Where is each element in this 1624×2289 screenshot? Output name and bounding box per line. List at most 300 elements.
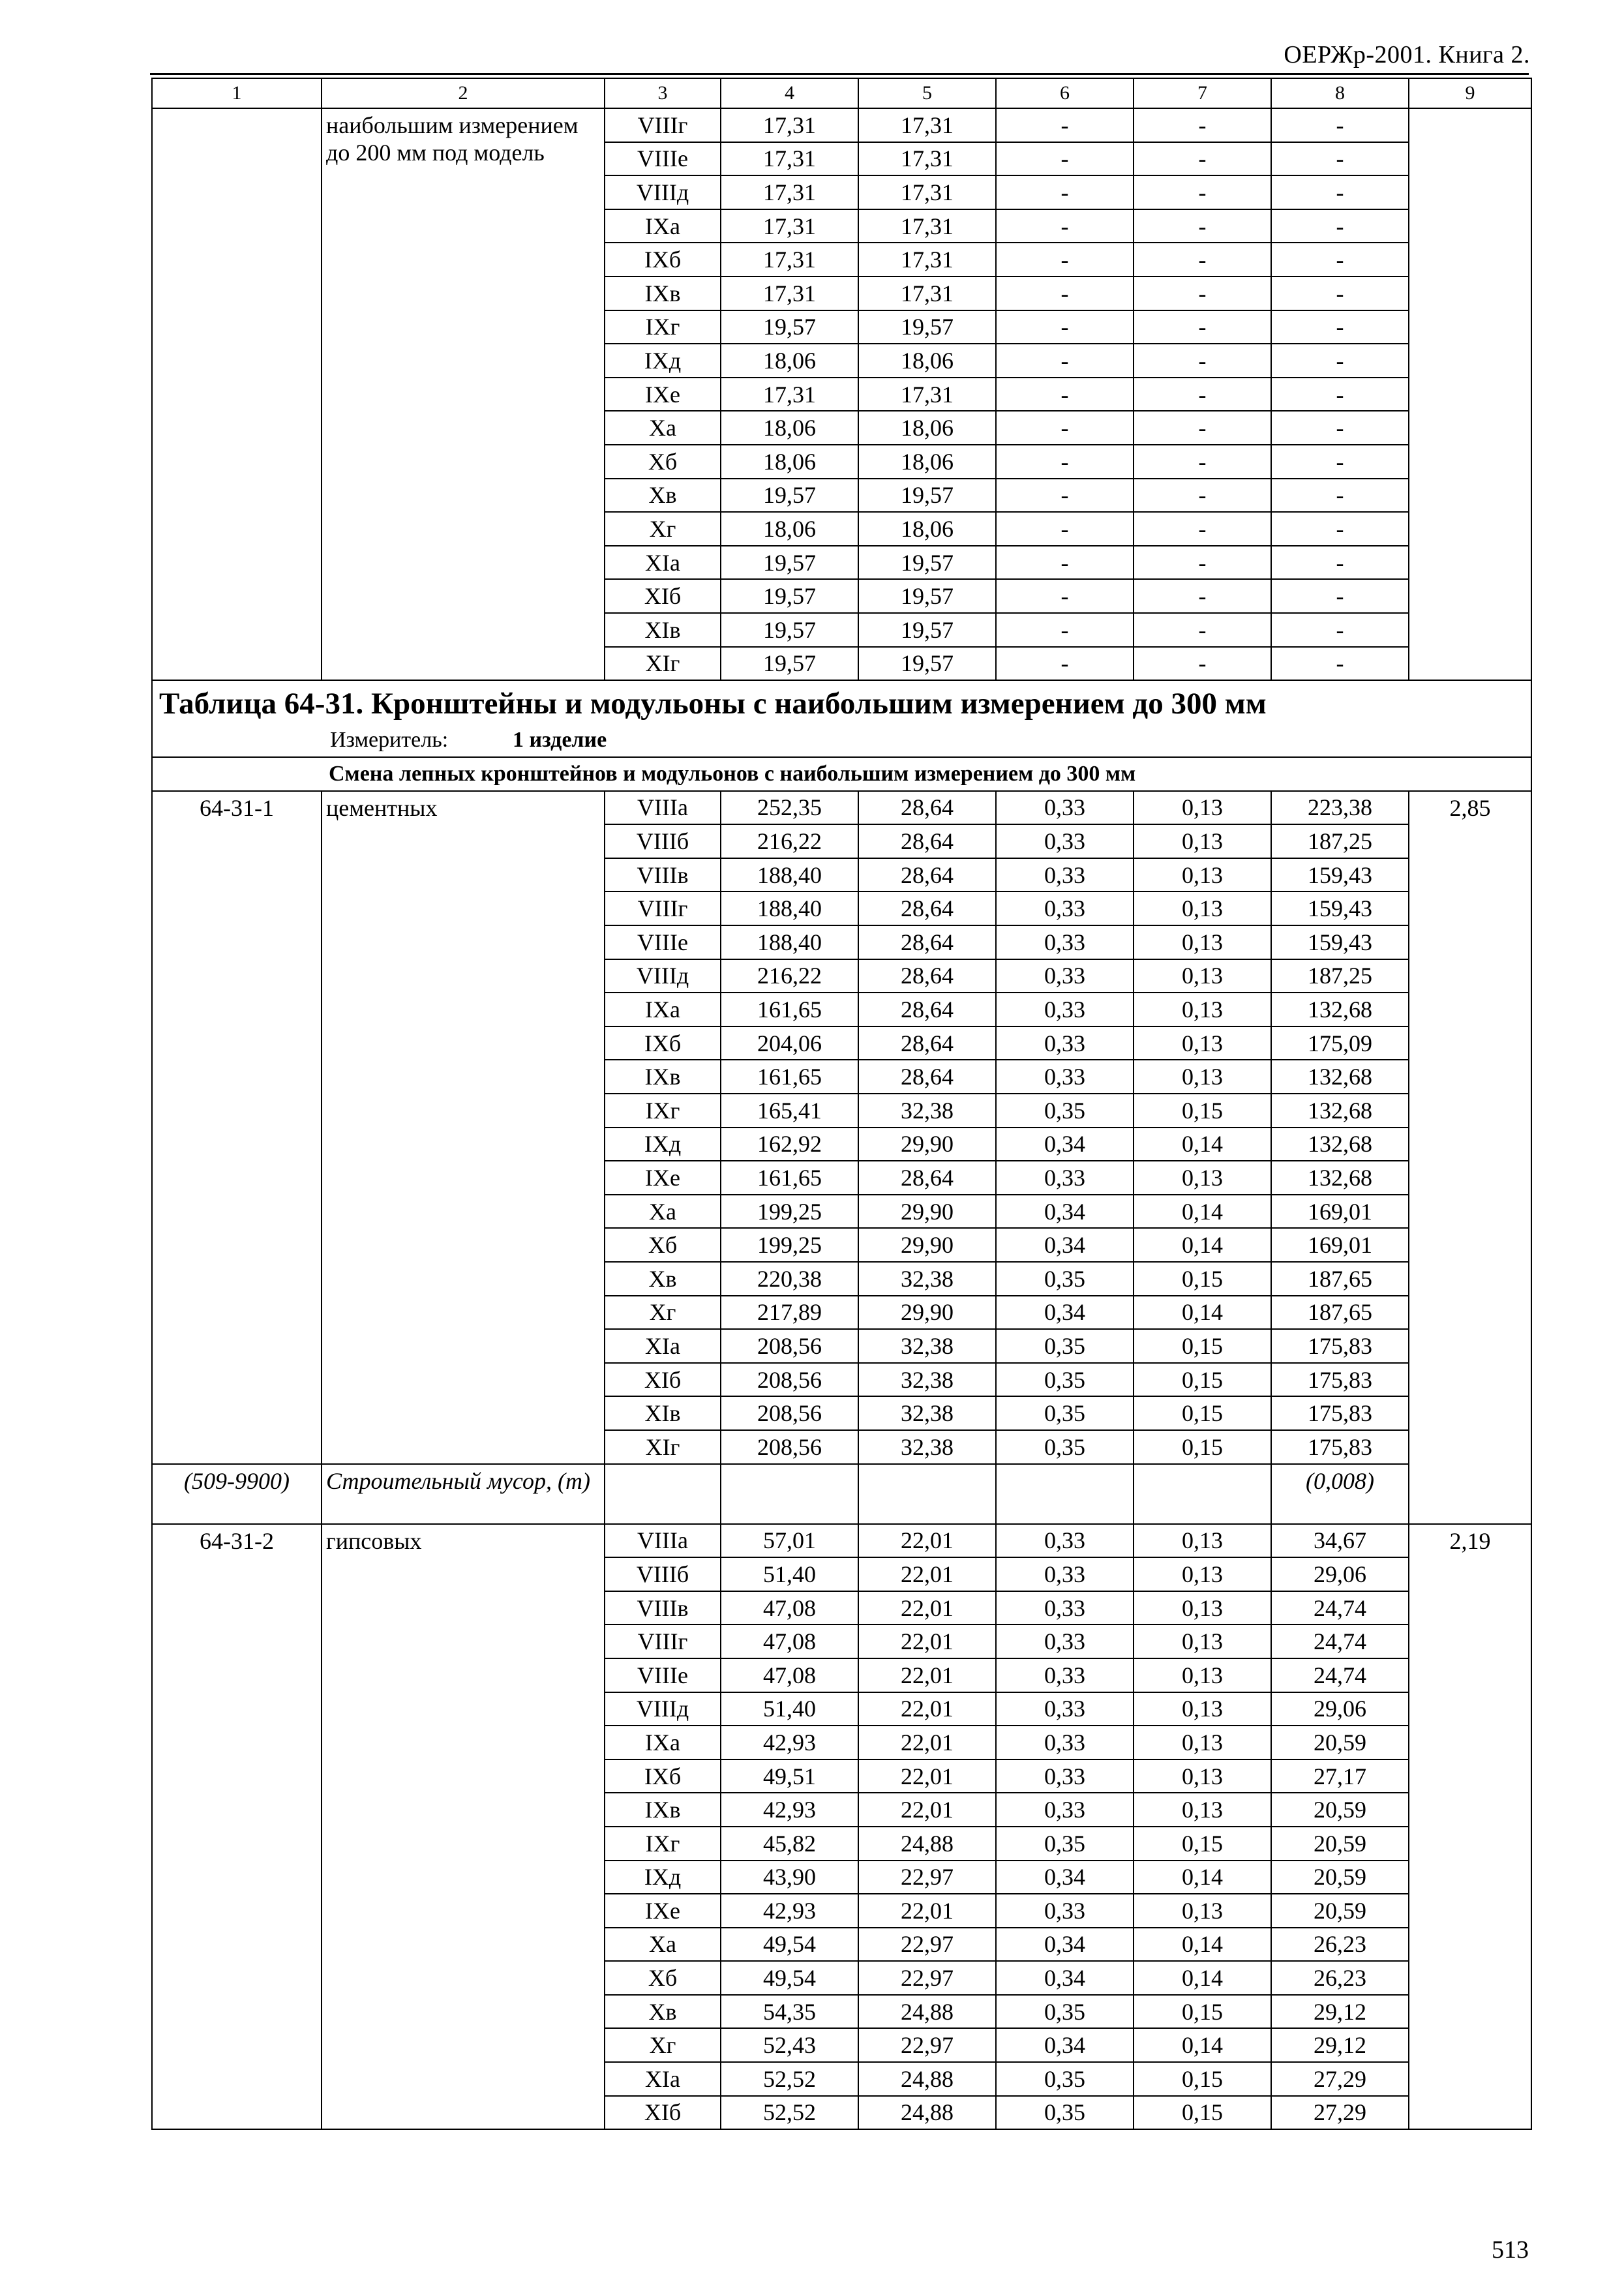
value-cell: 18,06 <box>858 445 996 479</box>
column-number: 5 <box>858 78 996 108</box>
description-cell: наибольшим измерением до 200 мм под модель <box>322 108 605 680</box>
value-cell: - <box>996 479 1134 513</box>
value-cell: 19,57 <box>721 479 858 513</box>
value-cell: 216,22 <box>721 959 858 993</box>
item-name: цементных <box>322 791 605 1464</box>
zone-cell: XIа <box>605 2062 721 2096</box>
value-cell: 0,15 <box>1134 1329 1271 1363</box>
value-cell: 19,57 <box>858 579 996 613</box>
value-cell: 208,56 <box>721 1329 858 1363</box>
value-cell: 159,43 <box>1271 925 1409 959</box>
table-title-row <box>152 680 1531 757</box>
value-cell: 17,31 <box>721 209 858 243</box>
item-col9: 2,19 <box>1409 1524 1531 2130</box>
value-cell: 252,35 <box>721 791 858 825</box>
value-cell: 17,31 <box>858 108 996 142</box>
value-cell: 0,35 <box>996 1329 1134 1363</box>
value-cell: 0,35 <box>996 1995 1134 2029</box>
value-cell: 17,31 <box>721 175 858 209</box>
value-cell: - <box>1134 175 1271 209</box>
value-cell: 0,13 <box>1134 858 1271 892</box>
zone-cell: XIа <box>605 1329 721 1363</box>
value-cell: - <box>1271 479 1409 513</box>
value-cell: 0,13 <box>1134 1793 1271 1827</box>
table-subtitle: Смена лепных кронштейнов и модульонов с наибольшим измерением до 300 мм <box>152 757 1531 791</box>
value-cell: 29,12 <box>1271 1995 1409 2029</box>
zone-cell: XIв <box>605 613 721 647</box>
debris-code: (509-9900) <box>152 1464 322 1524</box>
value-cell: 0,35 <box>996 1430 1134 1464</box>
zone-cell: VIIIе <box>605 925 721 959</box>
code-cell <box>152 108 322 680</box>
value-cell: 28,64 <box>858 791 996 825</box>
zone-cell: IXв <box>605 1793 721 1827</box>
value-cell: 187,65 <box>1271 1262 1409 1296</box>
value-cell: 0,15 <box>1134 1363 1271 1397</box>
value-cell: 32,38 <box>858 1363 996 1397</box>
value-cell: 32,38 <box>858 1430 996 1464</box>
table-row <box>152 791 1531 825</box>
value-cell: 0,34 <box>996 1195 1134 1229</box>
value-cell: 0,14 <box>1134 1296 1271 1330</box>
value-cell: 0,33 <box>996 1726 1134 1759</box>
value-cell: 22,01 <box>858 1793 996 1827</box>
value-cell: 0,13 <box>1134 1557 1271 1591</box>
empty-cell <box>858 1464 996 1524</box>
value-cell: 28,64 <box>858 1026 996 1060</box>
value-cell: 45,82 <box>721 1827 858 1861</box>
value-cell: 29,90 <box>858 1228 996 1262</box>
value-cell: 175,83 <box>1271 1430 1409 1464</box>
value-cell: 0,34 <box>996 2028 1134 2062</box>
value-cell: 19,57 <box>721 310 858 344</box>
value-cell: 188,40 <box>721 925 858 959</box>
measure-line <box>330 728 1524 753</box>
zone-cell: VIIIб <box>605 1557 721 1591</box>
value-cell: - <box>1271 175 1409 209</box>
value-cell: 32,38 <box>858 1329 996 1363</box>
value-cell: 0,15 <box>1134 1094 1271 1128</box>
value-cell: 0,13 <box>1134 1060 1271 1094</box>
value-cell: 26,23 <box>1271 1928 1409 1962</box>
value-cell: 19,57 <box>721 613 858 647</box>
table-title-cell <box>152 680 1531 757</box>
value-cell: 220,38 <box>721 1262 858 1296</box>
zone-cell: Xв <box>605 479 721 513</box>
value-cell: 18,06 <box>858 512 996 546</box>
value-cell: 0,13 <box>1134 1026 1271 1060</box>
value-cell: 28,64 <box>858 891 996 925</box>
zone-cell: IXг <box>605 310 721 344</box>
value-cell: - <box>1134 108 1271 142</box>
debris-row <box>152 1464 1531 1524</box>
value-cell: - <box>1134 479 1271 513</box>
zone-cell: Xа <box>605 1928 721 1962</box>
column-number: 9 <box>1409 78 1531 108</box>
value-cell: 28,64 <box>858 959 996 993</box>
zone-cell: XIв <box>605 1396 721 1430</box>
measure-value: 1 изделие <box>513 728 607 753</box>
value-cell: 29,90 <box>858 1195 996 1229</box>
value-cell: 0,35 <box>996 2062 1134 2096</box>
value-cell: 0,14 <box>1134 1961 1271 1995</box>
value-cell: - <box>1134 546 1271 580</box>
value-cell: - <box>1134 512 1271 546</box>
value-cell: 0,15 <box>1134 1995 1271 2029</box>
value-cell: 47,08 <box>721 1624 858 1658</box>
zone-cell: VIIIд <box>605 175 721 209</box>
value-cell: 28,64 <box>858 925 996 959</box>
value-cell: 0,15 <box>1134 2062 1271 2096</box>
value-cell: - <box>1271 512 1409 546</box>
value-cell: 0,13 <box>1134 1591 1271 1625</box>
zone-cell: VIIIе <box>605 1658 721 1692</box>
zone-cell: Xб <box>605 445 721 479</box>
zone-cell: IXб <box>605 243 721 277</box>
value-cell: 17,31 <box>858 243 996 277</box>
value-cell: - <box>1134 378 1271 411</box>
value-cell: 208,56 <box>721 1430 858 1464</box>
value-cell: 18,06 <box>721 344 858 378</box>
value-cell: 0,33 <box>996 824 1134 858</box>
item-code: 64-31-2 <box>152 1524 322 2130</box>
value-cell: 0,35 <box>996 2096 1134 2130</box>
value-cell: 29,06 <box>1271 1557 1409 1591</box>
value-cell: 0,13 <box>1134 993 1271 1026</box>
value-cell: 0,33 <box>996 925 1134 959</box>
column-number: 8 <box>1271 78 1409 108</box>
value-cell: 22,97 <box>858 1861 996 1894</box>
value-cell: 20,59 <box>1271 1726 1409 1759</box>
value-cell: 26,23 <box>1271 1961 1409 1995</box>
value-cell: 42,93 <box>721 1793 858 1827</box>
value-cell: 199,25 <box>721 1228 858 1262</box>
item-code: 64-31-1 <box>152 791 322 1464</box>
measure-label: Измеритель: <box>330 728 449 753</box>
zone-cell: VIIIд <box>605 959 721 993</box>
value-cell: 223,38 <box>1271 791 1409 825</box>
value-cell: - <box>1134 310 1271 344</box>
value-cell: 217,89 <box>721 1296 858 1330</box>
value-cell: 19,57 <box>858 546 996 580</box>
value-cell: 24,88 <box>858 2062 996 2096</box>
rates-table <box>151 78 1532 2130</box>
value-cell: 0,13 <box>1134 1658 1271 1692</box>
value-cell: 17,31 <box>858 378 996 411</box>
value-cell: 0,14 <box>1134 1228 1271 1262</box>
column-number: 2 <box>322 78 605 108</box>
value-cell: 0,13 <box>1134 959 1271 993</box>
zone-cell: XIг <box>605 647 721 681</box>
value-cell: 17,31 <box>721 378 858 411</box>
value-cell: 19,57 <box>721 579 858 613</box>
value-cell: 132,68 <box>1271 1128 1409 1161</box>
zone-cell: VIIIе <box>605 142 721 176</box>
zone-cell: Xг <box>605 2028 721 2062</box>
value-cell: - <box>1134 411 1271 445</box>
value-cell: 0,33 <box>996 1759 1134 1793</box>
value-cell: 204,06 <box>721 1026 858 1060</box>
value-cell: 22,97 <box>858 1961 996 1995</box>
zone-cell: XIг <box>605 1430 721 1464</box>
zone-cell: VIIIв <box>605 1591 721 1625</box>
value-cell: 0,13 <box>1134 1524 1271 1558</box>
value-cell: - <box>1271 613 1409 647</box>
value-cell: 0,33 <box>996 993 1134 1026</box>
item-name: гипсовых <box>322 1524 605 2130</box>
zone-cell: VIIIа <box>605 791 721 825</box>
zone-cell: Xб <box>605 1961 721 1995</box>
value-cell: 0,13 <box>1134 824 1271 858</box>
value-cell: 0,34 <box>996 1128 1134 1161</box>
value-cell: - <box>1271 411 1409 445</box>
value-cell: - <box>996 209 1134 243</box>
value-cell: - <box>996 445 1134 479</box>
column-number: 7 <box>1134 78 1271 108</box>
value-cell: - <box>1134 445 1271 479</box>
value-cell: - <box>1271 647 1409 681</box>
value-cell: 0,14 <box>1134 1861 1271 1894</box>
value-cell: 27,29 <box>1271 2062 1409 2096</box>
value-cell: 22,97 <box>858 1928 996 1962</box>
value-cell: 32,38 <box>858 1094 996 1128</box>
value-cell: 18,06 <box>858 344 996 378</box>
value-cell: 0,15 <box>1134 1396 1271 1430</box>
value-cell: 0,33 <box>996 1026 1134 1060</box>
running-header: ОЕРЖр-2001. Книга 2. <box>1284 41 1530 68</box>
value-cell: 0,15 <box>1134 1262 1271 1296</box>
value-cell: 175,83 <box>1271 1396 1409 1430</box>
value-cell: - <box>996 108 1134 142</box>
value-cell: 0,13 <box>1134 1894 1271 1928</box>
zone-cell: Xа <box>605 411 721 445</box>
value-cell: 51,40 <box>721 1692 858 1726</box>
value-cell: 0,33 <box>996 959 1134 993</box>
value-cell: 0,13 <box>1134 1692 1271 1726</box>
zone-cell: Xг <box>605 1296 721 1330</box>
zone-cell: IXв <box>605 277 721 310</box>
value-cell: 49,51 <box>721 1759 858 1793</box>
value-cell: 0,13 <box>1134 791 1271 825</box>
empty-cell <box>721 1464 858 1524</box>
header-rule <box>150 73 1529 75</box>
value-cell: 187,25 <box>1271 824 1409 858</box>
value-cell: 0,33 <box>996 791 1134 825</box>
zone-cell: Xв <box>605 1995 721 2029</box>
value-cell: 175,83 <box>1271 1363 1409 1397</box>
value-cell: 0,33 <box>996 1557 1134 1591</box>
value-cell: 51,40 <box>721 1557 858 1591</box>
table-row <box>152 1524 1531 1558</box>
value-cell: 0,34 <box>996 1961 1134 1995</box>
debris-name: Строительный мусор, (т) <box>322 1464 605 1524</box>
table-title: Таблица 64-31. Кронштейны и модульоны с наибольшим измерением до 300 мм <box>159 687 1267 721</box>
zone-cell: IXб <box>605 1026 721 1060</box>
value-cell: 22,97 <box>858 2028 996 2062</box>
value-cell: 0,33 <box>996 1161 1134 1195</box>
value-cell: - <box>996 175 1134 209</box>
value-cell: 0,14 <box>1134 1195 1271 1229</box>
value-cell: 47,08 <box>721 1658 858 1692</box>
value-cell: 0,34 <box>996 1296 1134 1330</box>
value-cell: 0,14 <box>1134 2028 1271 2062</box>
value-cell: 132,68 <box>1271 1094 1409 1128</box>
zone-cell: VIIIг <box>605 108 721 142</box>
value-cell: - <box>1134 613 1271 647</box>
value-cell: 199,25 <box>721 1195 858 1229</box>
value-cell: 28,64 <box>858 824 996 858</box>
value-cell: 187,65 <box>1271 1296 1409 1330</box>
value-cell: 22,01 <box>858 1692 996 1726</box>
value-cell: 0,13 <box>1134 891 1271 925</box>
value-cell: 22,01 <box>858 1759 996 1793</box>
value-cell: 208,56 <box>721 1396 858 1430</box>
empty-cell <box>605 1464 721 1524</box>
zone-cell: IXд <box>605 344 721 378</box>
empty-cell <box>1134 1464 1271 1524</box>
value-cell: - <box>1271 378 1409 411</box>
value-cell: 0,13 <box>1134 1624 1271 1658</box>
value-cell: 0,35 <box>996 1262 1134 1296</box>
value-cell: 28,64 <box>858 1161 996 1195</box>
zone-cell: XIа <box>605 546 721 580</box>
value-cell: - <box>1134 647 1271 681</box>
value-cell: - <box>996 546 1134 580</box>
value-cell: 17,31 <box>858 175 996 209</box>
value-cell: 0,34 <box>996 1861 1134 1894</box>
value-cell: 159,43 <box>1271 891 1409 925</box>
value-cell: 20,59 <box>1271 1861 1409 1894</box>
value-cell: - <box>996 613 1134 647</box>
value-cell: 161,65 <box>721 1060 858 1094</box>
value-cell: 0,34 <box>996 1228 1134 1262</box>
value-cell: 24,88 <box>858 1827 996 1861</box>
value-cell: 19,57 <box>858 479 996 513</box>
value-cell: 27,29 <box>1271 2096 1409 2130</box>
item-col9: 2,85 <box>1409 791 1531 1524</box>
column-numbers-row <box>152 78 1531 108</box>
col9-cell <box>1409 108 1531 680</box>
value-cell: 0,33 <box>996 1894 1134 1928</box>
value-cell: 175,09 <box>1271 1026 1409 1060</box>
value-cell: 52,52 <box>721 2062 858 2096</box>
value-cell: 22,01 <box>858 1658 996 1692</box>
value-cell: 17,31 <box>721 277 858 310</box>
value-cell: 57,01 <box>721 1524 858 1558</box>
value-cell: 216,22 <box>721 824 858 858</box>
value-cell: 0,15 <box>1134 1827 1271 1861</box>
value-cell: 187,25 <box>1271 959 1409 993</box>
value-cell: - <box>1271 579 1409 613</box>
empty-cell <box>996 1464 1134 1524</box>
zone-cell: XIб <box>605 1363 721 1397</box>
value-cell: 29,12 <box>1271 2028 1409 2062</box>
value-cell: 18,06 <box>858 411 996 445</box>
value-cell: 0,33 <box>996 1793 1134 1827</box>
value-cell: - <box>996 512 1134 546</box>
value-cell: 132,68 <box>1271 993 1409 1026</box>
value-cell: 22,01 <box>858 1894 996 1928</box>
value-cell: - <box>1271 546 1409 580</box>
value-cell: 0,15 <box>1134 1430 1271 1464</box>
value-cell: 32,38 <box>858 1396 996 1430</box>
column-number: 3 <box>605 78 721 108</box>
zone-cell: IXв <box>605 1060 721 1094</box>
value-cell: 28,64 <box>858 993 996 1026</box>
value-cell: 20,59 <box>1271 1894 1409 1928</box>
value-cell: 20,59 <box>1271 1827 1409 1861</box>
value-cell: 24,74 <box>1271 1658 1409 1692</box>
zone-cell: IXе <box>605 1161 721 1195</box>
value-cell: 132,68 <box>1271 1161 1409 1195</box>
value-cell: 52,43 <box>721 2028 858 2062</box>
debris-value: (0,008) <box>1271 1464 1409 1524</box>
value-cell: 43,90 <box>721 1861 858 1894</box>
value-cell: 0,35 <box>996 1827 1134 1861</box>
value-cell: - <box>1134 243 1271 277</box>
value-cell: 29,06 <box>1271 1692 1409 1726</box>
value-cell: 175,83 <box>1271 1329 1409 1363</box>
value-cell: 161,65 <box>721 1161 858 1195</box>
zone-cell: XIб <box>605 2096 721 2130</box>
zone-cell: IXа <box>605 1726 721 1759</box>
value-cell: 188,40 <box>721 891 858 925</box>
column-number: 6 <box>996 78 1134 108</box>
value-cell: - <box>1134 209 1271 243</box>
value-cell: 0,34 <box>996 1928 1134 1962</box>
value-cell: - <box>1271 310 1409 344</box>
value-cell: - <box>1134 344 1271 378</box>
column-number: 1 <box>152 78 322 108</box>
value-cell: 20,59 <box>1271 1793 1409 1827</box>
value-cell: 18,06 <box>721 411 858 445</box>
page-number: 513 <box>1492 2236 1529 2264</box>
value-cell: 0,13 <box>1134 1726 1271 1759</box>
value-cell: 0,33 <box>996 1591 1134 1625</box>
value-cell: 49,54 <box>721 1928 858 1962</box>
value-cell: 34,67 <box>1271 1524 1409 1558</box>
value-cell: 22,01 <box>858 1524 996 1558</box>
value-cell: - <box>1134 579 1271 613</box>
value-cell: 159,43 <box>1271 858 1409 892</box>
value-cell: 17,31 <box>858 209 996 243</box>
value-cell: - <box>1271 344 1409 378</box>
value-cell: 29,90 <box>858 1128 996 1161</box>
value-cell: 0,13 <box>1134 1759 1271 1793</box>
value-cell: - <box>1134 277 1271 310</box>
value-cell: 17,31 <box>721 108 858 142</box>
value-cell: 19,57 <box>858 310 996 344</box>
zone-cell: VIIIб <box>605 824 721 858</box>
value-cell: 47,08 <box>721 1591 858 1625</box>
value-cell: 19,57 <box>858 647 996 681</box>
zone-cell: IXе <box>605 378 721 411</box>
value-cell: 24,88 <box>858 1995 996 2029</box>
value-cell: 42,93 <box>721 1726 858 1759</box>
value-cell: 24,74 <box>1271 1624 1409 1658</box>
zone-cell: VIIIд <box>605 1692 721 1726</box>
zone-cell: IXа <box>605 209 721 243</box>
value-cell: 22,01 <box>858 1591 996 1625</box>
value-cell: 24,88 <box>858 2096 996 2130</box>
value-cell: 208,56 <box>721 1363 858 1397</box>
value-cell: 0,13 <box>1134 925 1271 959</box>
value-cell: 19,57 <box>858 613 996 647</box>
value-cell: 0,33 <box>996 1692 1134 1726</box>
table-row <box>152 108 1531 142</box>
zone-cell: VIIIг <box>605 891 721 925</box>
value-cell: 0,33 <box>996 1524 1134 1558</box>
